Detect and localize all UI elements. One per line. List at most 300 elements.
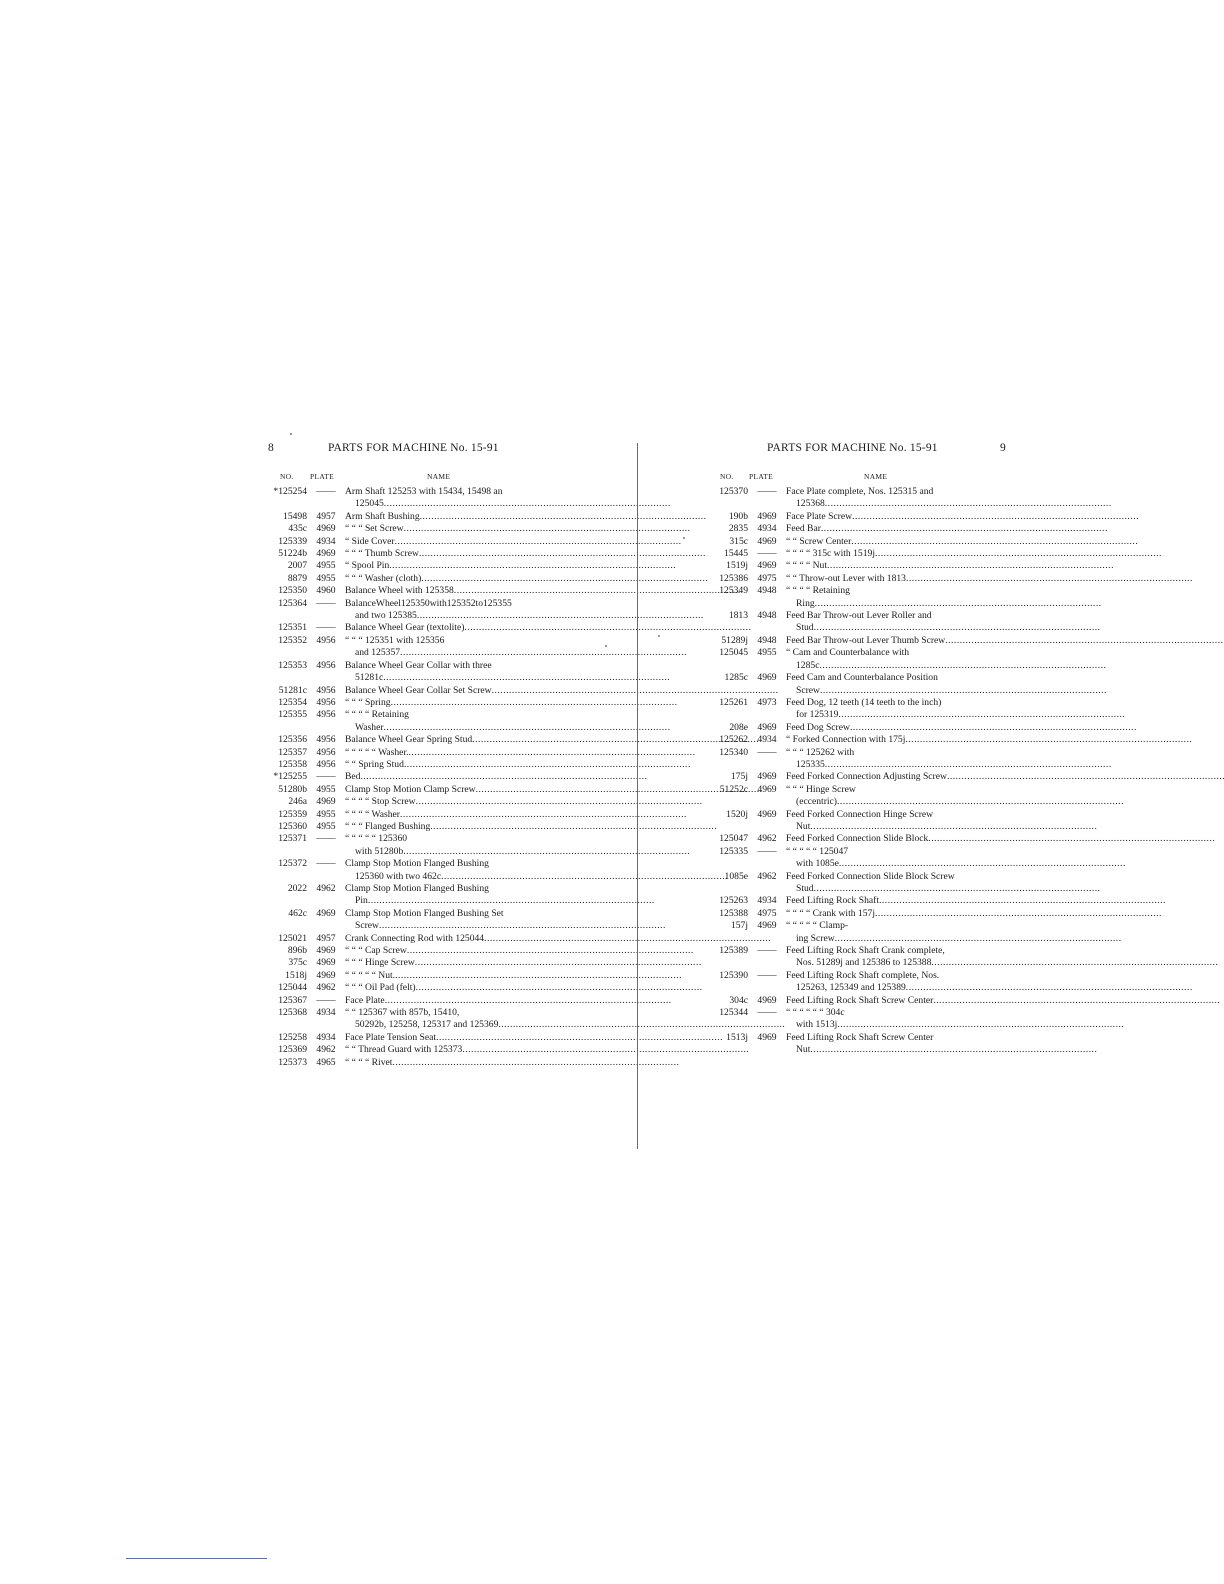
plate-number: 4955	[316, 808, 336, 820]
dot-leader	[933, 995, 1220, 1007]
parts-row	[262, 883, 547, 908]
plate-number: 4969	[316, 548, 336, 560]
dot-leader	[850, 722, 1137, 734]
dot-leader	[417, 610, 704, 622]
parts-row	[262, 536, 547, 548]
part-name-cell	[786, 672, 1107, 697]
dot-leader	[409, 747, 696, 759]
part-name-continued: (eccentric)	[796, 796, 838, 808]
part-name-cell	[786, 970, 1193, 995]
part-name: “ “ “ “ “ Nut.	[345, 969, 396, 981]
parts-row	[262, 784, 547, 796]
part-name: “ “ “ “ “ “ 304c	[786, 1007, 845, 1019]
part-name-continued: and 125357	[355, 647, 401, 659]
plate-number: 4962	[316, 883, 336, 894]
parts-row	[262, 511, 547, 523]
part-name-cell	[345, 660, 670, 685]
part-number: 125364	[278, 597, 307, 609]
part-name-cell	[786, 771, 1224, 783]
part-number: 125370	[719, 486, 748, 497]
parts-row	[262, 585, 547, 597]
part-name-continued: with 51280b	[355, 845, 404, 857]
part-number: 125258	[278, 1031, 307, 1043]
part-number: 51224b	[278, 548, 307, 560]
part-name: Clamp Stop Motion Clamp Screw	[345, 783, 476, 795]
part-name-cell	[786, 995, 1220, 1007]
plate-number: 4969	[316, 796, 336, 808]
part-number: 125021	[278, 932, 307, 944]
part-name: “ “ “ “ “ 125360	[345, 833, 408, 845]
part-name-cell	[345, 560, 676, 572]
part-name-cell	[786, 809, 1097, 834]
part-number: 435c	[288, 523, 307, 535]
plate-number: 4948	[757, 634, 777, 646]
part-name-cell	[786, 945, 1218, 970]
part-name-cell	[786, 871, 1101, 896]
plate-number: 4969	[757, 783, 777, 795]
part-name: Arm Shaft Bushing	[345, 510, 420, 522]
part-number: 1813	[728, 610, 748, 622]
part-number: 125372	[278, 858, 307, 870]
plate-number: 4955	[316, 820, 336, 832]
part-number: 304c	[729, 994, 748, 1006]
part-name: Feed Lifting Rock Shaft complete, Nos.	[786, 969, 940, 981]
part-name: Balance Wheel Gear Spring Stud	[345, 734, 473, 746]
part-name: “ “ Screw Center	[786, 535, 852, 547]
part-name-cell	[345, 957, 702, 969]
part-number: 125358	[278, 758, 307, 770]
part-name-cell	[345, 697, 678, 709]
part-number: 125360	[278, 820, 307, 832]
parts-row	[262, 957, 547, 969]
part-name: Feed Bar	[786, 523, 821, 535]
dot-leader	[421, 573, 708, 585]
plate-number: 4962	[316, 1044, 336, 1056]
plate-number: 4956	[316, 696, 336, 708]
part-name: Face Plate complete, Nos. 125315 and	[786, 486, 934, 497]
part-name-cell	[786, 920, 1122, 945]
dot-leader	[947, 771, 1224, 783]
plate-number: 4955	[316, 560, 336, 572]
dot-leader	[837, 1019, 1124, 1031]
dot-leader	[395, 536, 682, 548]
part-name-cell	[345, 771, 647, 783]
part-number: 375c	[288, 957, 307, 969]
page-fold-divider	[637, 443, 638, 1149]
plate-number: 4962	[757, 833, 777, 845]
parts-row	[262, 821, 547, 833]
part-number: 125359	[278, 808, 307, 820]
dot-leader	[441, 871, 728, 883]
plate-number: ——	[757, 969, 777, 981]
link-underline[interactable]	[126, 1558, 267, 1559]
dot-leader	[825, 759, 1112, 771]
dot-leader	[430, 821, 717, 833]
plate-number: 4969	[316, 969, 336, 981]
page-title: PARTS FOR MACHINE No. 15-91	[767, 442, 938, 454]
part-name: Balance Wheel with 125358	[345, 585, 454, 597]
plate-number: 4962	[757, 870, 777, 882]
dot-leader	[395, 970, 682, 982]
part-name-continued: with 1513j	[796, 1019, 838, 1031]
part-name-cell	[786, 548, 1162, 560]
dot-leader	[928, 833, 1215, 845]
part-number: 125371	[278, 833, 307, 845]
part-name: “ “ Spring Stud	[345, 758, 404, 770]
part-name-cell	[786, 833, 1215, 845]
part-name: BalanceWheel125350with125352to125355	[345, 597, 512, 609]
part-number: 125335	[719, 845, 748, 857]
parts-row	[262, 1057, 547, 1069]
part-name-cell	[345, 536, 682, 548]
part-name: Feed Forked Connection Adjusting Screw	[786, 771, 947, 783]
column-header-no: NO.	[280, 472, 294, 481]
parts-row	[703, 970, 984, 995]
part-name-cell	[786, 908, 1162, 920]
part-number: 157j	[730, 920, 748, 932]
part-number: 125388	[719, 907, 748, 919]
part-number: 125340	[719, 746, 748, 758]
part-number: 125261	[719, 696, 748, 708]
part-number: 125355	[278, 709, 307, 721]
page-number: 8	[268, 442, 274, 454]
part-name-cell	[786, 722, 1137, 734]
parts-row	[262, 660, 547, 685]
dot-leader	[389, 560, 676, 572]
part-name-cell	[345, 511, 707, 523]
parts-row	[262, 1007, 547, 1032]
plate-number: ——	[757, 1007, 777, 1019]
part-number: 246a	[288, 796, 307, 808]
parts-row	[262, 945, 547, 957]
plate-number: ——	[757, 945, 777, 957]
part-name-continued: Pin	[355, 895, 368, 907]
dot-leader	[838, 709, 1125, 721]
part-name-cell	[786, 560, 1114, 572]
part-name: “ “ “ “ “ Washer.	[345, 746, 409, 758]
plate-number: 4956	[316, 634, 336, 646]
part-name-cell	[786, 585, 1102, 610]
parts-row	[262, 548, 547, 560]
part-name: Clamp Stop Motion Flanged Bushing Set	[345, 907, 504, 919]
parts-row	[262, 486, 547, 511]
dot-leader	[810, 1044, 1097, 1056]
column-header-name: NAME	[864, 472, 888, 481]
part-name-cell	[786, 734, 1192, 746]
dot-leader	[835, 933, 1122, 945]
parts-row	[703, 734, 984, 746]
part-name: Feed Cam and Counterbalance Position	[786, 672, 938, 684]
part-name-cell	[345, 635, 687, 660]
plate-number: 4962	[316, 982, 336, 994]
part-number: 2022	[287, 883, 307, 894]
parts-row	[703, 833, 984, 845]
dot-leader	[384, 722, 671, 734]
part-name: Face Plate Tension Seat	[345, 1031, 437, 1043]
part-number: 125351	[278, 622, 307, 634]
part-name-cell	[786, 635, 1224, 647]
part-name: “ “ “ “ Stop Screw	[345, 796, 416, 808]
page-header	[262, 442, 547, 458]
part-name-cell	[345, 982, 703, 994]
plate-number: 4948	[757, 585, 777, 597]
parts-row	[703, 560, 984, 572]
parts-row	[703, 771, 984, 783]
part-number: 125044	[278, 982, 307, 994]
part-number: 125356	[278, 734, 307, 746]
plate-number: 4973	[757, 696, 777, 708]
dot-leader	[879, 895, 1166, 907]
plate-number: 4960	[316, 585, 336, 597]
part-name-cell	[786, 846, 1126, 871]
parts-row	[262, 635, 547, 660]
parts-row	[262, 970, 547, 982]
part-name-continued: and two 125385	[355, 610, 417, 622]
part-number: 896b	[287, 945, 307, 957]
part-number: 1519j	[726, 560, 748, 572]
part-name: Feed Lifting Rock Shaft Crank complete,	[786, 945, 945, 957]
parts-row	[262, 933, 547, 945]
part-name: Arm Shaft 125253 with 15434, 15498 an	[345, 486, 503, 497]
parts-row	[703, 672, 984, 697]
part-name: Face Plate	[345, 994, 385, 1006]
part-name: “ “ “ “ “ Clamp-	[786, 920, 849, 932]
plate-number: 4975	[757, 907, 777, 919]
part-name: “ “ “ “ Crank with 157j	[786, 907, 875, 919]
parts-row	[703, 511, 984, 523]
dot-leader	[385, 995, 672, 1007]
part-number: 51289j	[721, 634, 748, 646]
part-name: “ “ “ “ “ 125047	[786, 845, 849, 857]
part-name-cell	[786, 1007, 1124, 1032]
part-number: 125369	[278, 1044, 307, 1056]
dot-leader	[368, 895, 655, 907]
parts-row	[703, 585, 984, 610]
part-number: 125353	[278, 659, 307, 671]
parts-row	[262, 771, 547, 783]
column-header-name: NAME	[427, 472, 451, 481]
parts-row	[703, 945, 984, 970]
right-page	[703, 442, 1006, 1057]
part-name: Feed Lifting Rock Shaft Screw Center	[786, 994, 934, 1006]
dot-leader	[400, 647, 687, 659]
part-number: 1285c	[724, 672, 748, 684]
dot-leader	[875, 548, 1162, 560]
dot-leader	[400, 809, 687, 821]
plate-number: ——	[316, 597, 336, 609]
part-name-cell	[345, 858, 728, 883]
plate-number: 4955	[316, 572, 336, 584]
part-name-continued: Ring	[796, 597, 815, 609]
part-name-cell	[345, 995, 672, 1007]
part-name-continued: for 125319	[796, 709, 839, 721]
part-number: 125344	[719, 1007, 748, 1019]
part-name: “ “ “ “ Washer	[345, 808, 400, 820]
plate-number: 4965	[316, 1056, 336, 1068]
parts-row	[262, 833, 547, 858]
part-name: “ “ “ Thumb Screw	[345, 548, 419, 560]
dot-leader	[906, 982, 1193, 994]
parts-row	[703, 523, 984, 535]
part-name-cell	[345, 833, 690, 858]
plate-number: ——	[316, 994, 336, 1006]
part-number: 8879	[287, 572, 307, 584]
plate-number: ——	[316, 622, 336, 634]
dot-leader	[825, 498, 1112, 510]
plate-number: 4956	[316, 709, 336, 721]
plate-number: 4956	[316, 659, 336, 671]
part-name-continued: Screw	[355, 920, 379, 932]
part-name-cell	[786, 511, 1139, 523]
part-number: 2835	[728, 523, 748, 535]
part-number: 1513j	[726, 1031, 748, 1043]
part-name-continued: 1285c	[796, 659, 820, 671]
part-name: “ “ “ Cap Screw	[345, 945, 407, 957]
part-name: “ “ Throw-out Lever with 1813	[786, 572, 906, 584]
parts-row	[262, 809, 547, 821]
plate-number: 4969	[316, 907, 336, 919]
part-name: Bed	[345, 771, 361, 783]
dot-leader	[420, 511, 707, 523]
part-number: 15498	[283, 510, 307, 522]
dot-leader	[821, 523, 1108, 535]
part-name-cell	[345, 759, 691, 771]
plate-number: ——	[316, 771, 336, 783]
part-name-cell	[786, 697, 1125, 722]
part-number: 190b	[728, 510, 748, 522]
part-name: Face Plate Screw	[786, 510, 853, 522]
parts-row	[703, 809, 984, 834]
scan-speck	[605, 645, 607, 647]
part-name-continued: 125263, 125349 and 125389	[796, 982, 906, 994]
parts-row	[262, 734, 547, 746]
part-name-continued: Nos. 51289j and 125386 to 125388	[796, 957, 932, 969]
parts-row	[262, 1032, 547, 1044]
plate-number: 4969	[757, 510, 777, 522]
part-number: 125367	[278, 994, 307, 1006]
part-number: 125373	[278, 1056, 307, 1068]
part-number: 462c	[288, 907, 307, 919]
parts-row	[703, 697, 984, 722]
part-name-cell	[786, 1032, 1097, 1057]
column-header-plate: PLATE	[749, 472, 773, 481]
plate-number: 4934	[757, 895, 777, 907]
part-name-cell	[345, 796, 703, 808]
part-number: 2007	[287, 560, 307, 572]
parts-row	[262, 759, 547, 771]
dot-leader	[416, 796, 703, 808]
part-name: “ Side Cover	[345, 535, 395, 547]
part-name-continued: 125368	[796, 498, 825, 510]
dot-leader	[391, 697, 678, 709]
part-name-cell	[786, 523, 1108, 535]
part-number: 208e	[729, 721, 748, 733]
parts-row	[262, 709, 547, 734]
plate-number: 4969	[316, 957, 336, 969]
part-number: 125262	[719, 734, 748, 746]
parts-row	[262, 908, 547, 933]
part-name: Feed Forked Connection Slide Block Screw	[786, 870, 955, 882]
part-name: “ “ “ Set Screw	[345, 523, 404, 535]
page-number: 9	[1000, 442, 1006, 454]
parts-row	[703, 784, 984, 809]
part-name-cell	[345, 573, 708, 585]
plate-number: 4934	[757, 734, 777, 746]
part-number: 125389	[719, 945, 748, 957]
dot-leader	[906, 573, 1193, 585]
part-name-continued: Nut	[796, 1044, 811, 1056]
part-name-cell	[345, 486, 671, 511]
plate-number: 4969	[757, 771, 777, 783]
part-name: Feed Bar Throw-out Lever Roller and	[786, 610, 932, 622]
dot-leader	[852, 511, 1139, 523]
part-name-cell	[345, 598, 704, 623]
dot-leader	[384, 498, 671, 510]
part-name: “ “ “ Flanged Bushing	[345, 820, 431, 832]
plate-number: 4969	[757, 721, 777, 733]
dot-leader	[820, 685, 1107, 697]
part-name-cell	[345, 821, 717, 833]
part-name-cell	[345, 908, 666, 933]
part-name: “ “ “ “ Nut	[786, 560, 828, 572]
plate-number: ——	[757, 486, 777, 497]
part-name-continued: Stud	[796, 883, 814, 894]
plate-number: 4934	[316, 535, 336, 547]
plate-number: 4969	[316, 523, 336, 535]
part-name-cell	[786, 536, 1138, 548]
part-name-continued: 50292b, 125258, 125317 and 125369	[355, 1019, 499, 1031]
part-name-cell	[345, 548, 706, 560]
part-name: Feed Lifting Rock Shaft Screw Center	[786, 1031, 934, 1043]
dot-leader	[819, 660, 1106, 672]
part-name-cell	[786, 895, 1166, 907]
plate-number: 4934	[316, 1007, 336, 1019]
dot-leader	[383, 672, 670, 684]
part-name-cell	[786, 573, 1193, 585]
part-name-continued: ing Screw	[796, 932, 835, 944]
page-title: PARTS FOR MACHINE No. 15-91	[328, 442, 499, 454]
part-name: “ Forked Connection with 175j	[786, 734, 906, 746]
dot-leader	[416, 982, 703, 994]
part-number: 125349	[719, 585, 748, 597]
part-name: “ “ “ Hinge Screw	[786, 783, 856, 795]
dot-leader	[419, 548, 706, 560]
part-name: “ “ “ Hinge Screw	[345, 957, 415, 969]
dot-leader	[360, 771, 647, 783]
part-number: 125047	[719, 833, 748, 845]
part-number: *125255	[273, 771, 307, 783]
part-number: 125339	[278, 535, 307, 547]
plate-number: 4969	[757, 920, 777, 932]
part-name: Feed Dog Screw	[786, 721, 850, 733]
parts-row	[262, 523, 547, 535]
part-name: “ “ “ “ Retaining	[345, 709, 409, 721]
part-number: 51281c	[278, 684, 307, 696]
plate-number: ——	[757, 845, 777, 857]
plate-number: 4934	[757, 523, 777, 535]
part-number: *125254	[273, 486, 307, 497]
part-name: Balance Wheel Gear Collar with three	[345, 659, 492, 671]
part-name: Feed Forked Connection Hinge Screw	[786, 808, 934, 820]
part-name: “ “ “ 125351 with 125356	[345, 634, 445, 646]
plate-number: 4955	[316, 783, 336, 795]
parts-row	[262, 796, 547, 808]
part-number: 175j	[730, 771, 748, 783]
parts-row	[703, 995, 984, 1007]
part-number: 125263	[719, 895, 748, 907]
plate-number: 4957	[316, 932, 336, 944]
parts-row	[262, 685, 547, 697]
